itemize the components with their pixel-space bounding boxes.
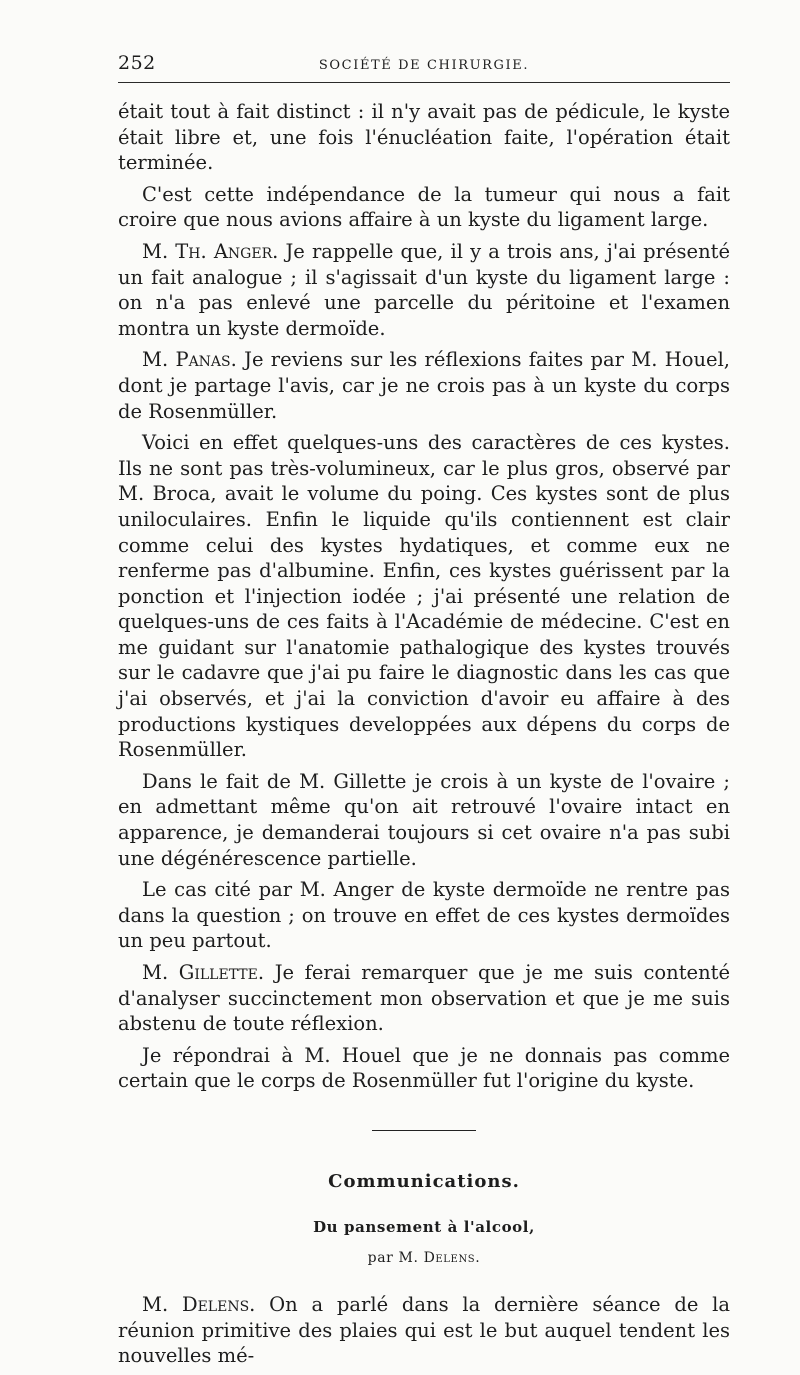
- paragraph-text: On a parlé dans la dernière séance de la réunion primitive des plaies qui est le but auquel tendent les nouvelles mé-: [118, 1292, 731, 1368]
- page-body: [118, 99, 730, 1369]
- paragraph-text: Je rappelle que, il y a trois ans, j'ai présenté un fait analogue ; il s'agissait d'un kyste du ligament large : on n'a pas enlevé une parcelle du péritoine et l'examen montra un kyste dermoïde.: [118, 239, 731, 340]
- speaker-name: M. Gillette.: [142, 961, 265, 984]
- article-title: Du pansement à l'alcool,: [313, 1217, 535, 1236]
- paragraph-text: Le cas cité par M. Anger de kyste dermoïde ne rentre pas dans la question ; on trouve en effet de ces kystes dermoïdes un peu partout.: [118, 878, 730, 953]
- running-title: SOCIÉTÉ DE CHIRURGIE.: [318, 58, 530, 73]
- paragraph-text: Voici en effet quelques-uns des caractères de ces kystes. Ils ne sont pas très-volumineux, car le plus gros, observé par M. Broca, avait le volume du poing. Ces kystes sont de plus uniloculaires. Enfin le liquide qu'ils contiennent est clair comme celui des kystes hydatiques, et comme eux ne renferme pas d'albumine. Enfin, ces kystes guérissent par la ponction et l'injection iodée ; j'ai présenté une relation de quelques-uns de ces faits à l'Académie de médecine. C'est en me guidant sur l'anatomie pathalogique des kystes trouvés sur le cadavre que j'ai pu faire le diagnostic dans les cas que j'ai observés, et j'ai la conviction d'avoir eu affaire à des productions kystiques developpées aux dépens du corps de Rosenmüller.: [118, 431, 730, 762]
- speaker-name: M. Delens.: [142, 1292, 256, 1316]
- byline: [118, 1250, 730, 1266]
- paragraph: [118, 239, 730, 341]
- speaker-name: M. Th. Anger.: [142, 239, 279, 263]
- paragraph: [118, 1292, 730, 1369]
- paragraph: [118, 1043, 730, 1094]
- paragraph-text: était tout à fait distinct : il n'y avait pas de pédicule, le kyste était libre et, une fois l'énucléation faite, l'opération était terminée.: [118, 100, 730, 175]
- paragraph: [118, 430, 730, 763]
- book-page: [118, 42, 730, 1375]
- paragraph-text: Je répondrai à M. Houel que je ne donnais pas comme certain que le corps de Rosenmüller fut l'origine du kyste.: [118, 1043, 730, 1093]
- byline-prefix: par: [367, 1249, 394, 1266]
- page-header: [118, 42, 730, 83]
- paragraph: [118, 182, 730, 233]
- paragraph-text: Dans le fait de M. Gillette je crois à un kyste de l'ovaire ; en admettant même qu'on ait retrouvé l'ovaire intact en apparence, je demanderai toujours si cet ovaire n'a pas subi une dégénérescence partielle.: [118, 769, 730, 870]
- section-divider: [372, 1130, 476, 1131]
- speaker-name: M. Panas.: [142, 348, 237, 372]
- paragraph: [118, 960, 730, 1037]
- byline-author: M. Delens.: [398, 1249, 481, 1266]
- paragraph: [118, 769, 730, 871]
- paragraph: [118, 877, 730, 954]
- paragraph-text: Je reviens sur les réflexions faites par M. Houel, dont je partage l'avis, car je ne crois pas à un kyste du corps de Rosenmüller.: [118, 348, 730, 423]
- paragraph: [118, 99, 730, 176]
- paragraph-text: Je ferai remarquer que je me suis contenté d'analyser succinctement mon observation et que je me suis abstenu de toute réflexion.: [118, 961, 731, 1036]
- section-title: Communications.: [328, 1170, 520, 1192]
- paragraph: [118, 347, 730, 424]
- paragraph-text: C'est cette indépendance de la tumeur qui nous a fait croire que nous avions affaire à un kyste du ligament large.: [118, 182, 730, 232]
- page-number: 252: [118, 52, 156, 74]
